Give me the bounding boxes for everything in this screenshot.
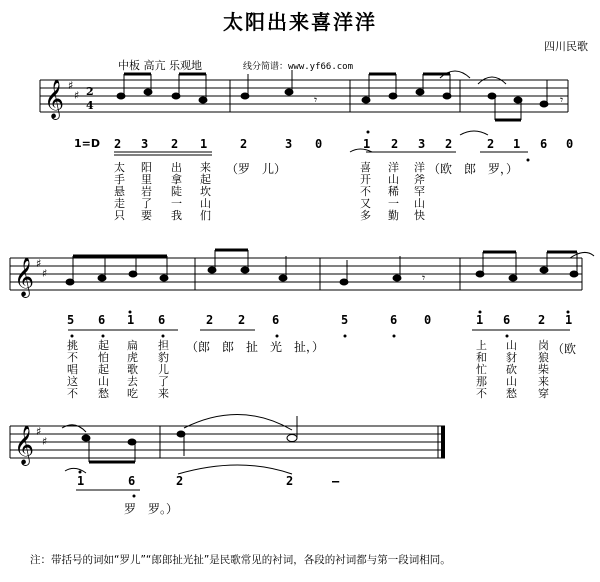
jianpu-note: 5: [67, 313, 75, 327]
svg-text:♯: ♯: [68, 79, 74, 92]
jianpu-note: 2: [286, 474, 294, 488]
jianpu-dash: —: [332, 474, 340, 488]
svg-text:𝄾: 𝄾: [314, 93, 318, 107]
lyric-column: 洋 斧 罕 山 快: [414, 161, 425, 222]
lyric-column: 担 豹 儿 了 来: [158, 339, 169, 400]
svg-text:𝄾: 𝄾: [422, 271, 426, 285]
jianpu-note: 6: [390, 313, 398, 327]
jianpu-note: 3: [285, 137, 293, 151]
jianpu-note: 2: [206, 313, 214, 327]
jianpu-note: 1: [77, 474, 85, 488]
lyric-column: 洋 山 稀 一 勤: [388, 161, 399, 222]
lyric-column: 岗 狼 柴 来 穿: [538, 339, 549, 400]
jianpu-note: 2: [240, 137, 248, 151]
tempo-marking: 中板 高亢 乐观地: [118, 59, 202, 72]
svg-text:2: 2: [86, 85, 94, 98]
svg-text:♯: ♯: [42, 267, 48, 280]
svg-text:𝄞: 𝄞: [44, 79, 65, 119]
svg-text:♯: ♯: [36, 257, 42, 270]
lyric-column: 太 手 悬 走 只: [114, 161, 125, 222]
jianpu-note: 2: [176, 474, 184, 488]
key-signature-label: 1=D: [74, 137, 101, 150]
jianpu-note: 2: [445, 137, 453, 151]
jianpu-note: 6: [503, 313, 511, 327]
jianpu-note: 1: [363, 137, 371, 151]
svg-text:𝄞: 𝄞: [14, 257, 35, 297]
jianpu-note: 1: [565, 313, 573, 327]
jianpu-note: 2: [171, 137, 179, 151]
jianpu-note: 6: [128, 474, 136, 488]
svg-text:♯: ♯: [36, 425, 42, 438]
jianpu-note: 2: [487, 137, 495, 151]
lyric-column: 起 怕 起 山 愁: [98, 339, 109, 400]
svg-text:𝄾: 𝄾: [560, 93, 564, 107]
filler-lyrics: （罗 儿）: [226, 162, 287, 176]
song-title: 太阳出来喜洋洋: [223, 10, 377, 34]
jianpu-note: 6: [272, 313, 280, 327]
filler-lyrics: （欧 郎 罗，）: [428, 162, 519, 176]
lyric-column: 阳 里 岩 了 要: [141, 161, 152, 222]
website-credit: 线分简谱：www.yf66.com: [243, 62, 354, 72]
lyric-column: 挑 不 唱 这 不: [67, 339, 78, 400]
jianpu-note: 3: [418, 137, 426, 151]
jianpu-note: 2: [538, 313, 546, 327]
lyric-column: 山 豺 砍 山 愁: [506, 339, 517, 400]
filler-lyrics: （欧: [552, 342, 577, 356]
jianpu-note: 2: [391, 137, 399, 151]
jianpu-note: 3: [141, 137, 149, 151]
jianpu-note: 0: [566, 137, 574, 151]
lyric-column: 喜 开 不 又 多: [360, 161, 371, 222]
jianpu-note: 6: [158, 313, 166, 327]
footnote: 注：带括号的词如“罗儿”“郎郎扯光扯”是民歌常见的衬词，各段的衬词都与第一段词相同。: [30, 554, 451, 566]
svg-text:♯: ♯: [74, 89, 80, 102]
jianpu-note: 0: [424, 313, 432, 327]
filler-lyrics: （郎 郎 扯 光 扯，）: [186, 340, 325, 354]
svg-text:4: 4: [86, 99, 94, 112]
jianpu-note: 2: [114, 137, 122, 151]
jianpu-note: 1: [513, 137, 521, 151]
jianpu-note: 5: [341, 313, 349, 327]
svg-text:♯: ♯: [42, 435, 48, 448]
song-source: 四川民歌: [544, 40, 588, 53]
lyric-column: 出 拿 陡 一 我: [171, 161, 182, 222]
jianpu-note: 2: [238, 313, 246, 327]
jianpu-note: 6: [98, 313, 106, 327]
lyric-column: 上 和 忙 那 不: [476, 339, 487, 400]
jianpu-note: 0: [315, 137, 323, 151]
jianpu-note: 1: [200, 137, 208, 151]
filler-lyrics: 罗 罗。）: [124, 502, 179, 516]
lyric-column: 扁 虎 歌 去 吃: [127, 339, 138, 400]
jianpu-note: 1: [127, 313, 135, 327]
jianpu-note: 1: [476, 313, 484, 327]
lyric-column: 来 起 坎 山 们: [200, 161, 211, 222]
svg-text:𝄞: 𝄞: [14, 425, 35, 465]
jianpu-note: 6: [540, 137, 548, 151]
